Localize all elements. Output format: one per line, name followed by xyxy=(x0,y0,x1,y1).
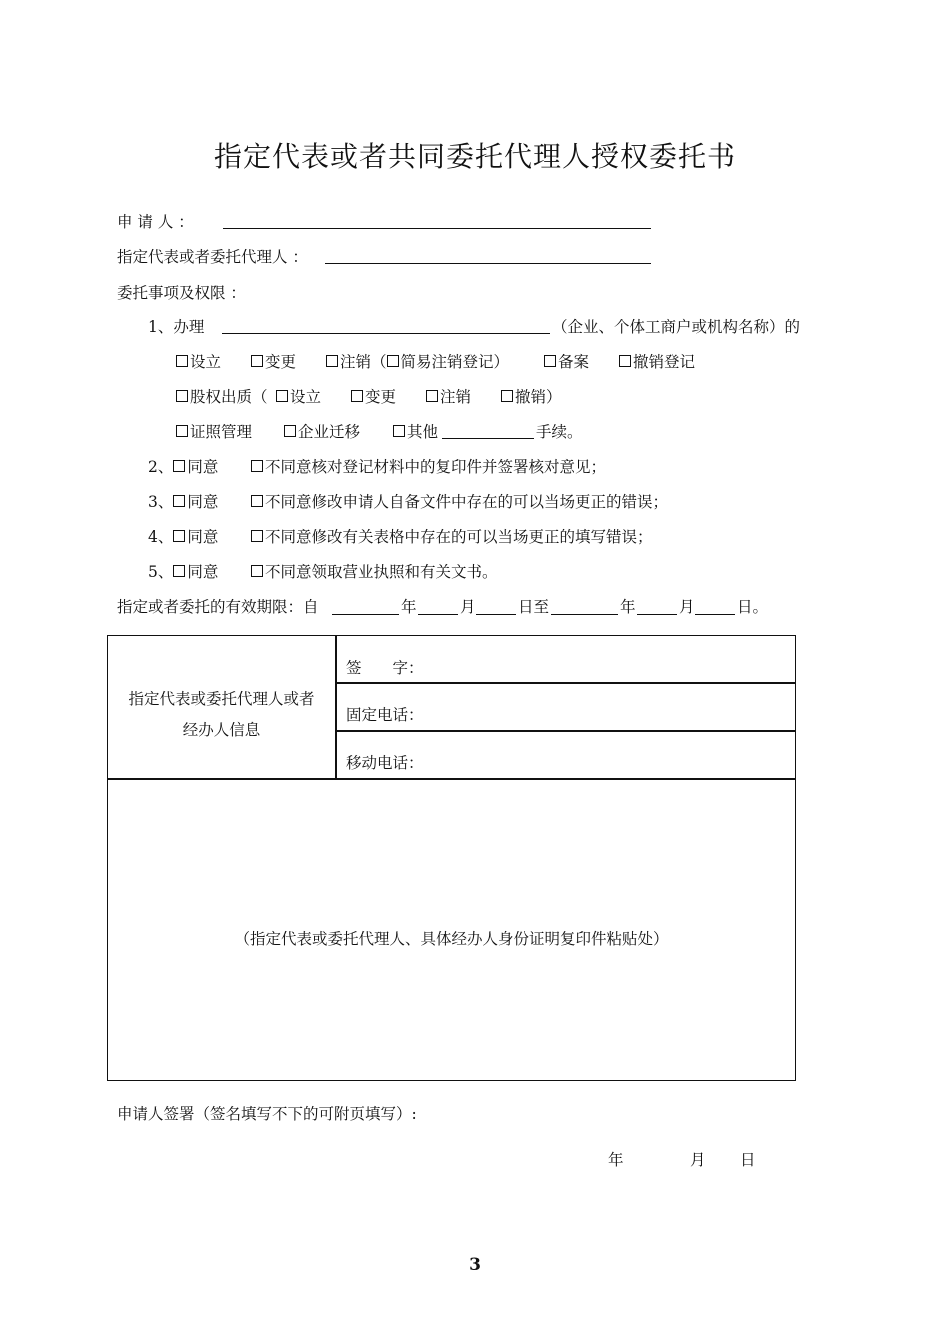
checkbox-revoke-registration[interactable]: 撤销登记 xyxy=(619,352,695,372)
checkbox-pledge-change[interactable]: 变更 xyxy=(351,387,396,407)
item-3: 3、 同意 xyxy=(148,493,219,511)
agent-info-label-line2: 经办人信息 xyxy=(182,721,261,739)
start-year-label: 年 xyxy=(401,598,417,616)
item-2: 2、 同意 xyxy=(148,458,219,476)
mobile-phone-field[interactable]: 移动电话： xyxy=(346,754,424,772)
agent-info-table xyxy=(107,635,796,1081)
item-3-disagree: 不同意修改申请人自备文件中存在的可以当场更正的错误； xyxy=(251,492,668,512)
checkbox-icon xyxy=(276,390,288,402)
checkbox-icon xyxy=(501,390,513,402)
procedure-suffix: 手续。 xyxy=(536,423,583,441)
table-divider-row1 xyxy=(336,682,795,684)
page-number: 3 xyxy=(469,1255,481,1275)
checkbox-pledge-cancel[interactable]: 注销 xyxy=(426,387,471,407)
start-month-field[interactable] xyxy=(418,614,458,615)
signature-field[interactable]: 签 字： xyxy=(346,659,424,677)
item-4: 4、 同意 xyxy=(148,528,219,546)
checkbox-icon xyxy=(326,355,338,367)
checkbox-disagree-4[interactable] xyxy=(251,530,263,542)
sign-date-year: 年 xyxy=(608,1151,624,1169)
item-2-disagree: 不同意核对登记材料中的复印件并签署核对意见； xyxy=(251,457,606,477)
checkbox-filing[interactable]: 备案 xyxy=(544,352,589,372)
end-year-field[interactable] xyxy=(551,614,618,615)
checkbox-icon xyxy=(544,355,556,367)
checkbox-icon xyxy=(176,425,188,437)
document-title: 指定代表或者共同委托代理人授权委托书 xyxy=(213,140,736,173)
checkbox-pledge-setup[interactable]: 设立 xyxy=(276,387,321,407)
start-year-field[interactable] xyxy=(332,614,399,615)
end-day-label: 日。 xyxy=(737,598,769,616)
checkbox-icon xyxy=(251,355,263,367)
applicant-label: 申 请 人 ： xyxy=(117,213,194,231)
end-month-label: 月 xyxy=(679,598,695,616)
applicant-field-line[interactable] xyxy=(223,228,651,229)
checkbox-disagree-5[interactable] xyxy=(251,565,263,577)
agent-field-line[interactable] xyxy=(325,263,651,264)
checkbox-change[interactable]: 变更 xyxy=(251,352,296,372)
start-day-field[interactable] xyxy=(476,614,516,615)
checkbox-agree-3[interactable] xyxy=(173,495,185,507)
checkbox-simple-cancel[interactable] xyxy=(387,355,399,367)
checkbox-icon xyxy=(176,355,188,367)
item1-prefix: 1、办理 xyxy=(148,318,205,336)
start-month-label: 月 xyxy=(460,598,476,616)
sign-date-month: 月 xyxy=(690,1151,706,1169)
checkbox-disagree-3[interactable] xyxy=(251,495,263,507)
checkbox-agree-5[interactable] xyxy=(173,565,185,577)
sign-date-day: 日 xyxy=(740,1151,756,1169)
agent-info-label-line1: 指定代表或委托代理人或者 xyxy=(128,690,315,708)
applicant-signature-label: 申请人签署（签名填写不下的可附页填写）: xyxy=(117,1105,417,1123)
checkbox-icon xyxy=(393,425,405,437)
item-5: 5、 同意 xyxy=(148,563,219,581)
checkbox-disagree-2[interactable] xyxy=(251,460,263,472)
checkbox-agree-4[interactable] xyxy=(173,530,185,542)
checkbox-icon xyxy=(284,425,296,437)
end-month-field[interactable] xyxy=(637,614,677,615)
table-divider-vertical xyxy=(335,636,337,779)
item1-suffix: （企业、个体工商户或机构名称）的 xyxy=(552,318,801,336)
checkbox-equity-pledge[interactable]: 股权出质（ xyxy=(176,387,268,407)
checkbox-other[interactable]: 其他 xyxy=(393,422,438,442)
end-day-field[interactable] xyxy=(695,614,735,615)
checkbox-icon xyxy=(426,390,438,402)
entity-name-field-line[interactable] xyxy=(222,333,550,334)
checkbox-icon xyxy=(351,390,363,402)
table-divider-row2 xyxy=(336,730,795,732)
end-year-label: 年 xyxy=(620,598,636,616)
checkbox-icon xyxy=(619,355,631,367)
fixed-phone-field[interactable]: 固定电话： xyxy=(346,706,424,724)
validity-prefix: 指定或者委托的有效期限：自 xyxy=(117,598,319,616)
matters-label: 委托事项及权限 ： xyxy=(117,284,246,302)
checkbox-pledge-revoke[interactable]: 撤销） xyxy=(501,387,562,407)
item-5-disagree: 不同意领取营业执照和有关文书。 xyxy=(251,562,498,582)
item-4-disagree: 不同意修改有关表格中存在的可以当场更正的填写错误； xyxy=(251,527,653,547)
other-field-line[interactable] xyxy=(442,438,534,439)
id-copy-paste-area: （指定代表或委托代理人、具体经办人身份证明复印件粘贴处） xyxy=(234,930,669,948)
day-to-label: 日至 xyxy=(518,598,550,616)
agent-label: 指定代表或者委托代理人 ： xyxy=(117,248,308,266)
checkbox-icon xyxy=(176,390,188,402)
checkbox-cancel[interactable]: 注销（ 简易注销登记） xyxy=(326,352,509,372)
checkbox-relocation[interactable]: 企业迁移 xyxy=(284,422,360,442)
checkbox-agree-2[interactable] xyxy=(173,460,185,472)
checkbox-setup[interactable]: 设立 xyxy=(176,352,221,372)
table-divider-row3 xyxy=(108,778,795,780)
checkbox-license-management[interactable]: 证照管理 xyxy=(176,422,252,442)
